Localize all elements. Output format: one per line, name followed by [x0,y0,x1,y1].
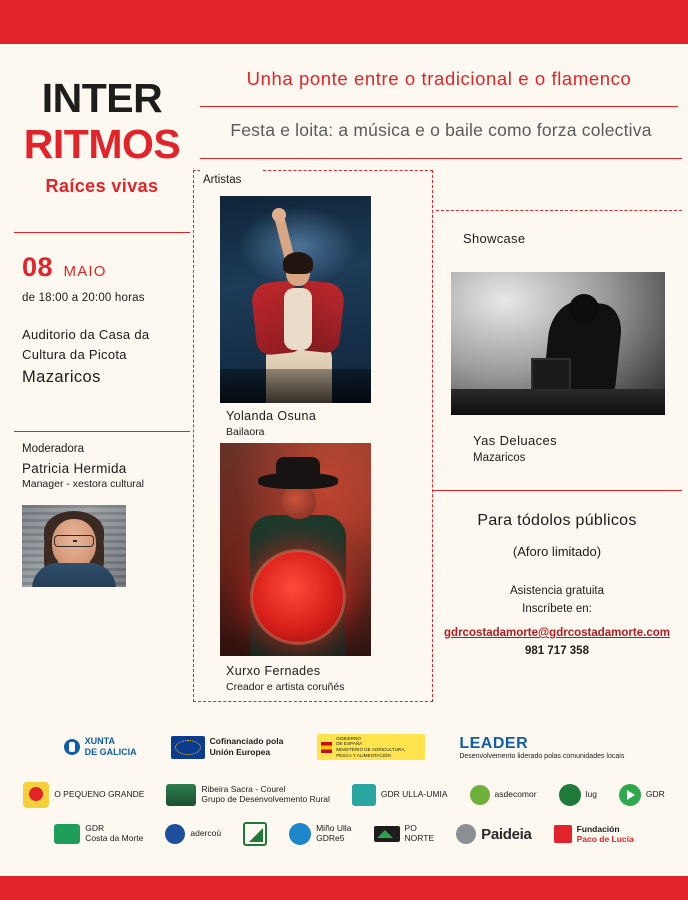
top-red-bar [0,0,688,44]
showcase-label: Showcase [463,231,526,246]
title-tagline: Raíces vivas [45,176,159,197]
logo-xunta-de-galicia [64,736,137,758]
moderator-role-label: Moderadora [22,443,85,455]
logo-gdr-triangulo [243,822,267,846]
moderator-name: Patricia Hermida [22,461,127,476]
mino-ulla-icon [289,823,311,845]
gobierno-badge [317,734,425,760]
xurxo-hat-brim [258,473,338,489]
artists-panel-top-right [263,170,433,171]
artist-name-xurxo: Xurxo Fernades [226,664,321,678]
info-audience: Para tódolos públicos [477,512,637,529]
logo-leader [459,735,624,760]
logo-ribeira-sub: Grupo de Desenvolvemento Rural [201,794,330,804]
title-block [14,52,190,197]
xurxo-face [282,485,316,519]
sponsor-logos [0,716,688,866]
pontevedra-norte-icon [374,826,400,842]
info-free-entry: Asistencia gratuita [510,585,604,597]
logo-paideia [456,824,531,844]
logo-gdr-lugo-label: GDR [645,789,665,800]
logo-mino-label: Miño Ulla [316,823,352,834]
logo-ribeira-label: Ribeira Sacra - Courel [201,784,286,795]
artist-name-yolanda: Yolanda Osuna [226,409,317,423]
logo-eu-line-2: Unión Europea [209,747,271,757]
logo-ribeira-sacra-courel [166,784,330,806]
logo-xunta-line-1: XUNTA [84,736,115,747]
triangle-icon [243,822,267,846]
moderator-subtitle: Manager - xestora cultural [22,478,144,490]
logo-norte-label: PO [404,823,417,834]
tambourine-rim [250,549,346,645]
logo-o-pequeno-grande [23,782,144,808]
info-phone: 981 717 358 [525,645,589,657]
event-date-block [22,252,182,304]
paco-de-lucia-icon [554,825,572,843]
paideia-icon [456,824,476,844]
logo-gdr-ulla-label: GDR ULLA-UMIA [380,789,448,800]
logo-fpl-label: Fundación [576,824,620,834]
logo-adercou-label: adercoù [190,828,222,839]
info-capacity: (Aforo limitado) [512,544,602,559]
showcase-photo-yas-deluaces [451,272,665,415]
logo-lug-label: lug [585,789,597,800]
venue-line-1: Auditorio da Casa da [22,327,150,342]
event-day: 08 [22,252,54,282]
logo-leader-subtitle: Desenvolvemento liderado polas comunidades locais [459,752,625,760]
adercou-icon [165,824,185,844]
divider-headline-2 [200,158,682,159]
sponsor-row-3 [0,822,688,846]
xunta-emblem-icon [64,739,80,755]
logo-fpl-sub: Paco de Lucía [576,834,634,844]
asdecomor-icon [470,785,490,805]
divider-right-solid [432,490,682,491]
logo-mino-sub: GDRe5 [316,833,345,843]
showcase-artist-name: Yas Deluaces [473,433,558,448]
event-hours: de 18:00 a 20:00 horas [22,292,145,304]
logo-asdecomor-label: asdecomor [494,789,537,800]
logo-gob-line-3: MINISTERIO DE AGRICULTURA, PESCA Y ALIMENTACIÓN [336,747,406,758]
info-email-link[interactable]: gdrcostadamorte@gdrcostadamorte.com [444,627,670,639]
logo-norte-sub: NORTE [404,833,435,843]
logo-mino-ulla [289,823,351,845]
lug-icon [559,784,581,806]
yolanda-hair [283,252,313,274]
pequeno-grande-icon [23,782,49,808]
venue-line-2: Cultura da Picota [22,347,127,363]
yolanda-hand [272,208,286,222]
info-signup-label: Inscríbete en: [522,603,592,615]
event-venue [22,325,187,391]
logo-eu-line-1: Cofinanciado pola [209,736,284,747]
logo-pontevedra-norte [374,824,435,844]
sponsor-row-1 [0,734,688,760]
artist-photo-xurxo-fernades [220,443,371,656]
logo-gdr-ulla-umia [352,784,448,806]
ribeira-sacra-icon [166,784,196,806]
yolanda-torso [284,288,312,350]
logo-gob-line-2: DE ESPAÑA [336,741,363,747]
gdr-play-icon [619,784,641,806]
logo-xunta-line-2: DE GALICIA [84,747,137,757]
logo-fundacion-paco-de-lucia [554,824,634,844]
showcase-artist-origin: Mazaricos [473,452,526,464]
spain-flag-icon [321,742,332,753]
divider-left-1 [14,232,190,233]
headline-secondary: Festa e loita: a música e o baile como forza colectiva [230,120,652,140]
title-line-2: RITMOS [23,121,181,167]
showcase-floor [451,389,665,415]
artist-role-yolanda: Bailaora [226,426,265,438]
artists-section-label: Artistas [203,174,242,186]
title-line-1: INTER [41,75,163,121]
headline-primary: Unha ponte entre o tradicional e o flamenco [246,68,632,89]
bottom-red-bar [0,876,688,900]
event-month: MAIO [63,263,107,280]
logo-gdr-costa-da-morte [54,824,143,844]
cajon-icon [531,358,571,392]
yas-head [569,294,599,324]
eu-flag-icon [171,736,205,759]
logo-adercou [165,824,221,844]
sponsor-row-2 [0,782,688,808]
logo-gdr-costa-label: GDR [85,823,105,834]
vertical-dashed-divider [432,170,433,702]
logo-pequeno-label: O PEQUENO GRANDE [54,789,145,800]
logo-gdr-lugo-sur [619,784,665,806]
logo-gdr-lug [559,784,597,806]
stage-floor [220,369,371,403]
divider-headline-1 [200,106,678,107]
moderator-photo [22,505,126,587]
moderator-block [22,443,182,490]
logo-paideia-label: Paideia [481,825,532,843]
logo-gob-line-1: GOBIERNO [336,735,361,741]
glasses-icon [54,535,94,547]
artist-role-xurxo: Creador e artista coruñés [226,681,345,693]
logo-gdr-costa-sub: Costa da Morte [85,833,144,843]
divider-left-2 [14,431,190,432]
artists-panel-top-left [193,170,200,171]
venue-city: Mazaricos [22,368,101,387]
divider-right-dashed [436,210,682,211]
logo-gobierno-de-espana [317,734,425,760]
logo-union-europea [171,736,284,759]
gdr-ulla-umia-icon [352,784,376,806]
gdr-costa-icon [54,824,80,844]
logo-asdecomor [470,785,537,805]
moderator-body [32,563,116,587]
info-block [432,512,682,657]
logo-leader-title: LEADER [459,734,529,752]
artist-photo-yolanda-osuna [220,196,371,403]
